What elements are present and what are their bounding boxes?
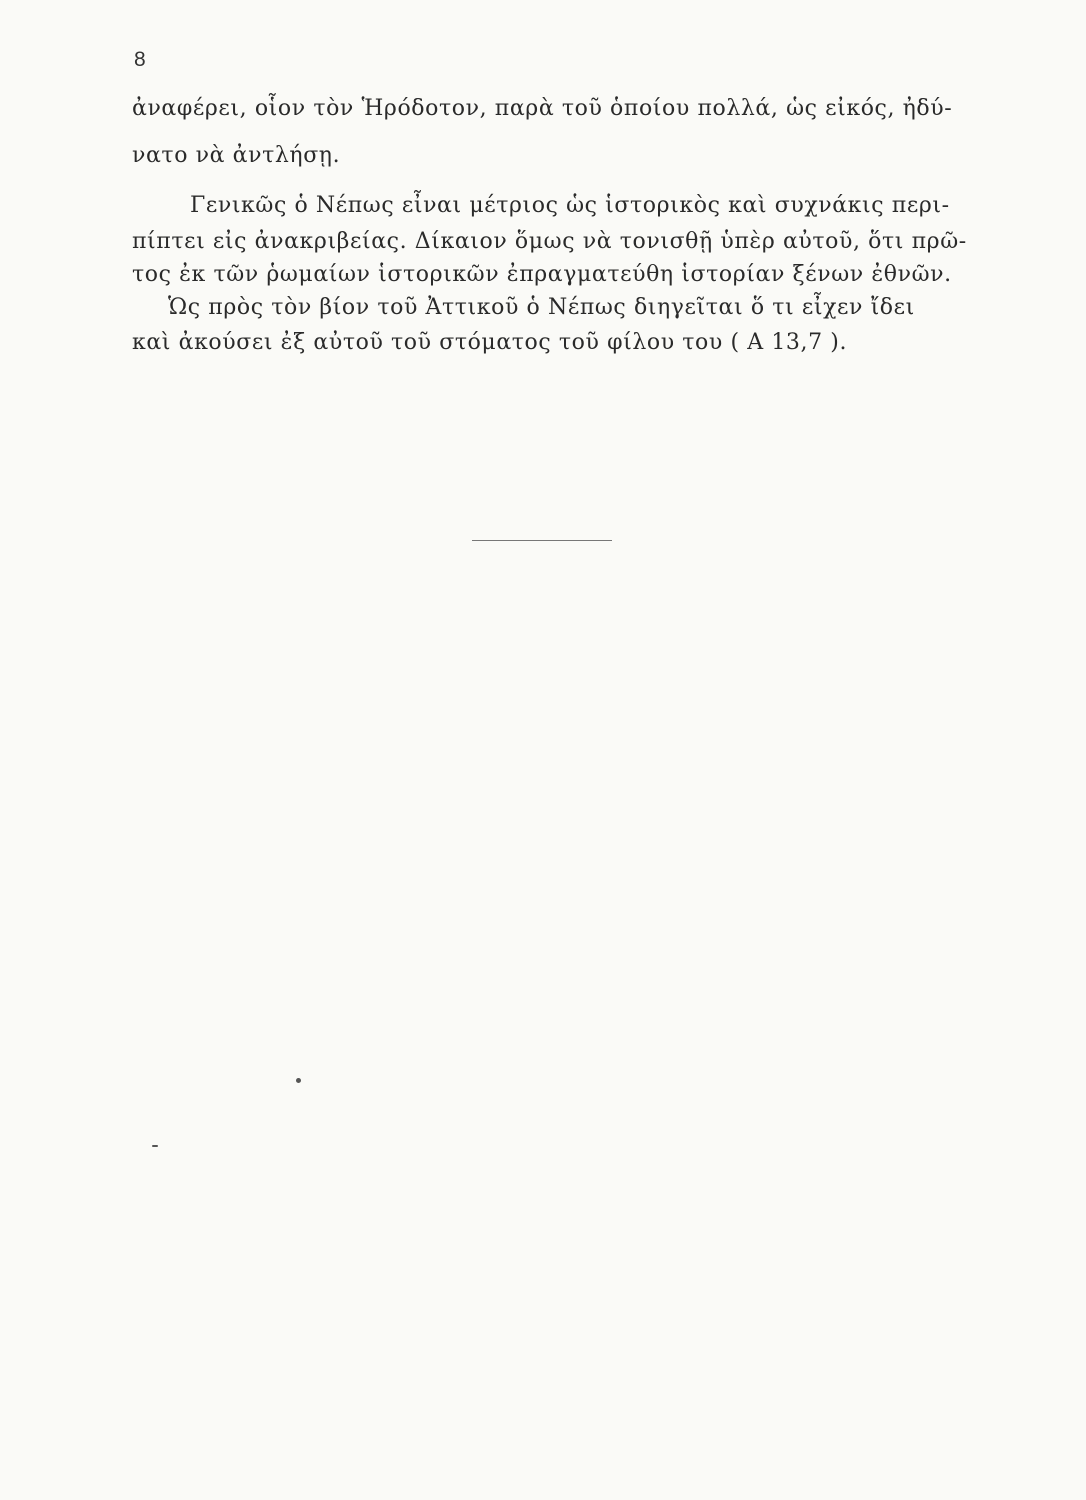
ink-speck bbox=[296, 1078, 301, 1083]
text-line: καὶ ἀκούσει ἐξ αὐτοῦ τοῦ στόματος τοῦ φίλου του ( Α 13,7 ). bbox=[132, 330, 848, 355]
text-line: Ὡς πρὸς τὸν βίον τοῦ Ἀττικοῦ ὁ Νέπως διηγεῖται ὅ τι εἶχεν ἴδει bbox=[168, 295, 915, 320]
text-line: νατο νὰ ἀντλήσῃ. bbox=[132, 143, 341, 168]
page-number: 8 bbox=[134, 48, 146, 71]
text-line: πίπτει εἰς ἀνακριβείας. Δίκαιον ὅμως νὰ τονισθῇ ὑπὲρ αὐτοῦ, ὅτι πρῶ- bbox=[132, 229, 967, 254]
section-divider bbox=[472, 540, 612, 541]
text-line: ἀναφέρει, οἷον τὸν Ἡρόδοτον, παρὰ τοῦ ὁποίου πολλά, ὡς εἰκός, ἠδύ- bbox=[132, 96, 953, 121]
text-line: τος ἐκ τῶν ῥωμαίων ἱστορικῶν ἐπραγματεύθη ἱστορίαν ξένων ἐθνῶν. bbox=[132, 262, 952, 287]
text-line: Γενικῶς ὁ Νέπως εἶναι μέτριος ὡς ἱστορικὸς καὶ συχνάκις περι- bbox=[190, 193, 950, 218]
ink-speck bbox=[152, 1145, 158, 1147]
